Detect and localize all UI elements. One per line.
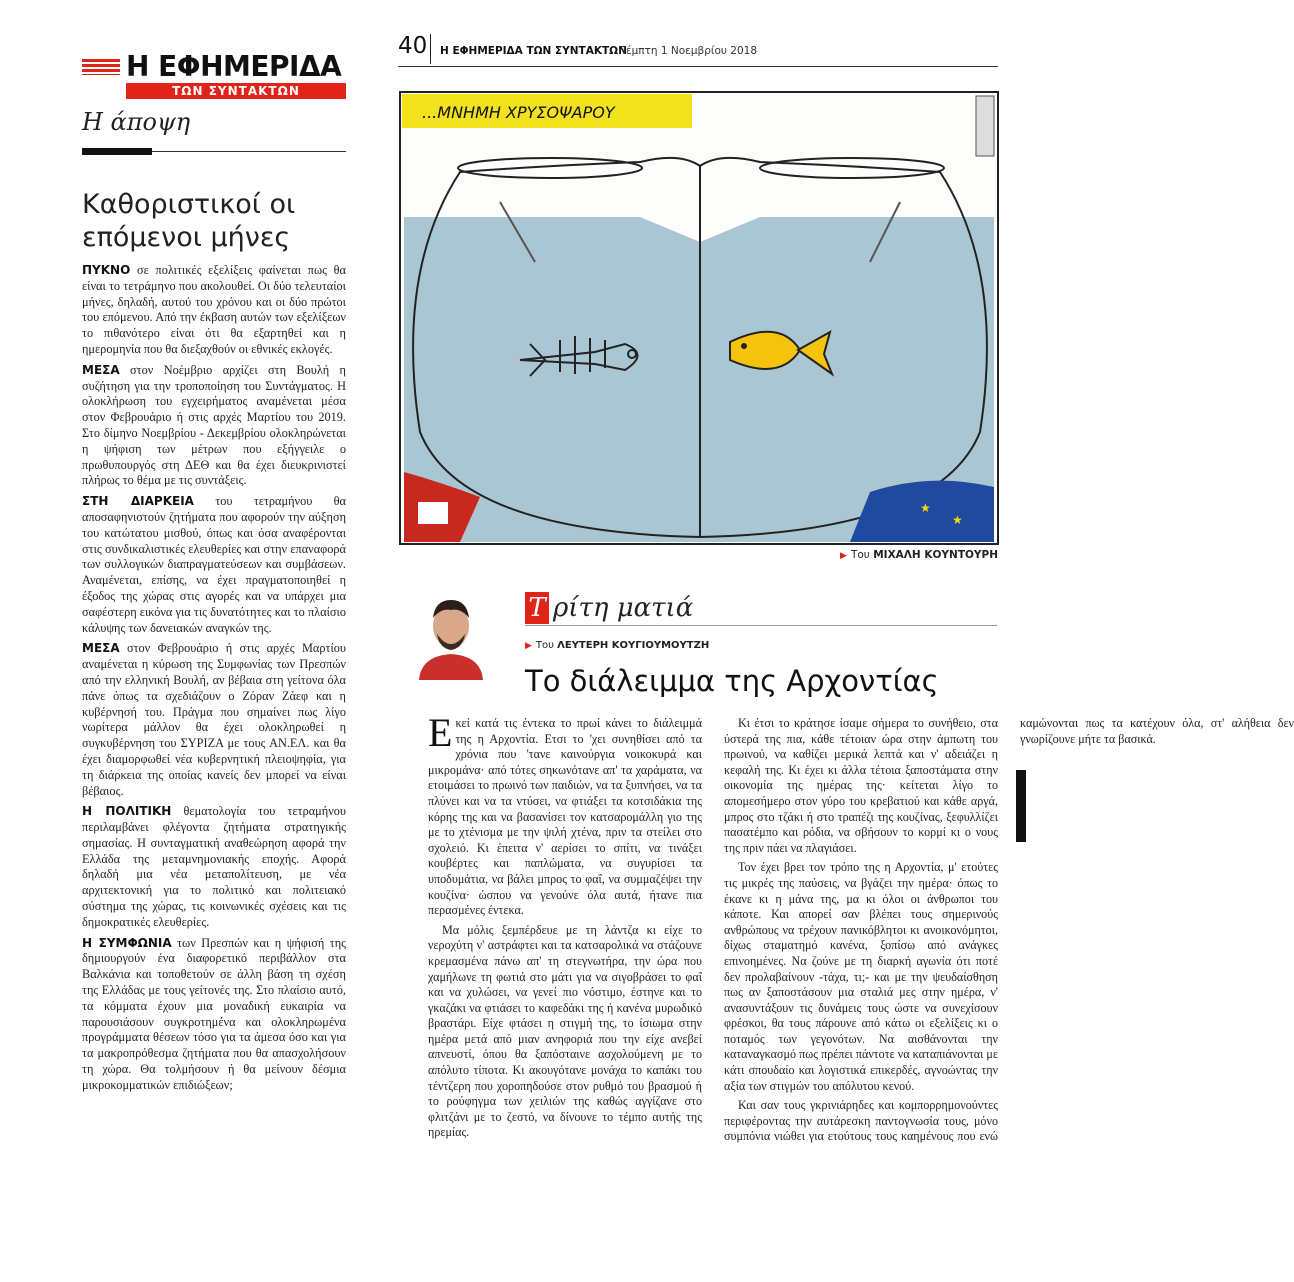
arrow-icon: ▶ (525, 641, 532, 651)
logo-subtitle: ΤΩΝ ΣΥΝΤΑΚΤΩΝ (126, 83, 346, 99)
column-badge-letter: Τ (525, 592, 549, 624)
paragraph-keyword: Η ΠΟΛΙΤΙΚΗ (82, 804, 172, 819)
page-number-divider (430, 34, 431, 64)
editorial-paragraph (82, 804, 346, 930)
article-title: Το διάλειμμα της Αρχοντίας (525, 664, 939, 698)
artist-signature (976, 96, 994, 156)
cartoon-illustration (400, 92, 998, 544)
page-number: 40 (398, 33, 428, 59)
eu-star: ★ (920, 501, 931, 515)
cartoon-caption: ...ΜΝΗΜΗ ΧΡΥΣΟΨΑΡΟΥ (422, 103, 615, 122)
editorial-paragraph (82, 263, 346, 358)
paragraph-text: των Πρεσπών και η ψήφισή της δημιουργούν ένα διαφορετικό περιβάλλον στα Βαλκάνια και τοποθετούν σε άλλη βάση τη σχέση της Ελλάδας με τους γείτονές της. Στο πλαίσιο αυτό, τα κόμματα έχουν μια μοναδική ευκαιρία να παρουσιάσουν συγκροτημένα και ολοκληρωμένα προγράμματα θέσεων τόσο για τα άμεσα όσο και για τα μακροπρόθεσμα ζητήματα που θα απασχολήσουν τη χώρα. Θα τολμήσουν ή θα μείνουν δέσμια μικροκομματικών επιδιώξεων; (82, 935, 346, 1092)
editorial-paragraph (82, 494, 346, 636)
cartoon-credit (840, 549, 998, 561)
newspaper-logo (82, 52, 346, 99)
column-badge (525, 592, 693, 624)
logo-stripes-icon (82, 59, 120, 75)
byline-name: ΛΕΥΤΕΡΗ ΚΟΥΓΙΟΥΜΟΥΤΖΗ (557, 640, 710, 651)
column-rule (525, 625, 997, 626)
drop-cap: Ε (428, 710, 453, 755)
paragraph-text: θεματολογία του τετραμήνου περιλαμβάνει φλέγοντα ζητήματα στρατηγικής σημασίας. Η συνταγματική αναθεώρηση αφορά την Ελλάδα της μεταμνημονιακής εποχής. Αφορά δηλαδή μια νέα μεταπολίτευση, με νέα αρχιτεκτονική για το πολιτικό και πολιτειακό σύστημα της χώρας, τις κοινωνικές σχέσεις και τις δημοκρατικές ελευθερίες. (82, 804, 346, 929)
section-rule-thin (152, 151, 346, 152)
paragraph-keyword: ΜΕΣΑ (82, 641, 120, 656)
paper-name: Η ΕΦΗΜΕΡΙΔΑ ΤΩΝ ΣΥΝΤΑΚΤΩΝ (440, 45, 627, 57)
column-badge-text: ρίτη ματιά (553, 593, 694, 623)
credit-name: ΜΙΧΑΛΗ ΚΟΥΝΤΟΥΡΗ (873, 549, 998, 561)
issue-date: Πέμπτη 1 Νοεμβρίου 2018 (618, 45, 758, 57)
editorial-paragraph (82, 363, 346, 489)
article-body (428, 710, 1294, 1146)
eu-star: ★ (952, 513, 963, 527)
column-byline (525, 640, 709, 651)
paragraph-keyword: Η ΣΥΜΦΩΝΙΑ (82, 935, 172, 950)
editorial-body (82, 263, 346, 1099)
flag-emblem (418, 502, 448, 524)
paragraph-text: του τετραμήνου θα αποσαφηνιστούν ζητήματα που αφορούν την αύξηση του κατώτατου μισθού, όπως και όσα αναφέρονται στις συνδικαλιστικές ελευθερίες και στην επαναφορά των συλλογικών διαπραγματεύσεων και συμβάσεων. Αναμένεται, επίσης, να έχει πραγματοποιηθεί η έξοδος της χώρας στις αγορές και να υπάρχει μια σαφέστερη εικόνα για τις δυνατότητες και το πλαίσιο κάλυψης των δανειακών αναγκών της. (82, 494, 346, 635)
section-label: Η άποψη (82, 108, 191, 136)
article-paragraph: Τον έχει βρει τον τρόπο της η Αρχοντία, μ' ετούτες τις μικρές της παύσεις, να βγάζει την ημέρα· όπως το έκανε κι η μάνα της, μα κι όλοι οι άνθρωποι του κάποτε. Και απορεί σαν βλέπει τους σημερινούς ανθρώπους να τρέχουν πανικόβλητοι κι ανοικονόμητοι, δίχως σταματημό κανένα, ξοπίσω από ανάγκες επινοημένες. Να ζούνε με τη διαρκή αγωνία ότι ποτέ δεν προλαβαίνουν -τάχα, τι;- και με την ψευδαίσθηση πως αν ξαποστάσουν μια σταλιά μες στην ημέρα, ν' ανασυντάξουν τις δυνάμεις τους ώστε να συνεχίσουν φρέσκοι, θα τους πάρουνε από κάτω οι εξελίξεις κι ο ποταμός των γεγονότων. Να αισθάνονται την καταναγκασμό πως πρέπει πάντοτε να καταπιάνονται με κάτι σπουδαίο και λογιστικά επικερδές, αγνοώντας την αξία των στιγμών του απόλυτου κενού. (724, 860, 998, 1093)
author-photo (405, 588, 497, 680)
paragraph-keyword: ΣΤΗ ΔΙΑΡΚΕΙΑ (82, 494, 194, 509)
byline-prefix: Του (535, 640, 554, 651)
paragraph-keyword: ΜΕΣΑ (82, 362, 120, 377)
section-rule (82, 148, 152, 155)
arrow-icon: ▶ (840, 551, 847, 561)
editorial-paragraph (82, 641, 346, 799)
credit-prefix: Του (850, 549, 870, 561)
paragraph-keyword: ΠΥΚΝΟ (82, 263, 131, 277)
margin-marker (1016, 770, 1026, 842)
paragraph-text: στον Νοέμβριο αρχίζει στη Βουλή η συζήτηση για την τροποποίηση του Συντάγματος. Η ολοκλήρωση του εγχειρήματος αναμένεται μέσα στον Φεβρουάριο ή στις αρχές Μαρτίου του 2019. Στο δίμηνο Νοεμβρίου - Δεκεμβρίου ολοκληρώνεται η ψήφιση των μέτρων που εξήγγειλε ο πρωθυπουργός στη ΔΕΘ και θα έχει διευκρινιστεί πλήρως το θέμα με τις συντάξεις. (82, 362, 346, 488)
article-paragraph: Μα μόλις ξεμπέρδευε με τη λάντζα κι είχε το νεροχύτη ν' αστράφτει και τα κατσαρολικά να στάζουνε κρεμασμένα πάνω απ' τη στεγνωτήρα, την ώρα που χαμήλωνε τη φωτιά στο μάτι για να σιγοβράσει το φαΐ και να χυλώσει, να γενεί πιο νόστιμο, έστηνε και το γκαζάκι να φτιάσει το καφεδάκι της ή κανένα μυρωδικό βραστάρι. Είχε φτάσει η στιγμή της, το ίσιωμα στην ημέρα μετά από μιαν ανηφοριά που την είχε ανεβεί απνευστί, όπου θα ξαπόσταινε ασχολούμενη με το απόλυτο τίποτα. Κι ακουγότανε μονάχα το καπάκι του τέντζερη που χοροπηδούσε στον ρυθμό του βρασμού ή το ρούφηγμα των χειλιών της καθώς αγγίζανε στο φλιτζάνι με το ζεστό, να δίνουνε το τέμπο αυτής της ηρεμίας. (428, 922, 702, 1140)
article-paragraph (428, 710, 702, 919)
logo-name: Η ΕΦΗΜΕΡΙΔΑ (126, 50, 342, 83)
editorial-paragraph (82, 936, 346, 1094)
article-paragraph: Και σαν τους γκρινιάρηδες και κομπορρημονούντες περιφέροντας την αυτάρεσκη παντογνωσία τους, μόνο συμπόνια νιώθει για ετούτους τους καημένους που ενώ καμώνονται πως τα κατέχουν όλα, στ' αλήθεια δεν γνωρίζουνε μήτε τα βασικά. (724, 716, 1294, 1144)
header-rule (398, 66, 998, 67)
paragraph-text: κεί κατά τις έντεκα το πρωί κάνει το διάλειμμά της η Αρχοντία. Ετσι το 'χει συνηθίσει από τα χρόνια που 'τανε καινούργια νοικοκυρά και μικρομάνα· από τότες σηκωνότανε απ' τα χαράματα, να ετοιμάσει το πρωινό των παιδιών, να τα ξυπνήσει, να τα πλύνει και να τα ντύσει, να φτιάξει τα κοτσιδάκια της κόρης της και να βασανίσει τον κατσαρομάλλη γιο της με το χτένισμα με την ψιλή χτένα, πριν τα στείλει στο σχολειό. Κι έπειτα ν' αερίσει το σπίτι, να τινάξει κουβέρτες και παπλώματα, να συγυρίσει τα υποδυμάτια, να βάλει μπρος το φαΐ, να συμμαζέψει την κουζίνα· ώσπου να γενούνε όλα αυτά, ήτανε πια περασμένες έντεκα. (428, 716, 702, 918)
paragraph-text: στον Φεβρουάριο ή στις αρχές Μαρτίου αναμένεται η κύρωση της Συμφωνίας των Πρεσπών από την ελληνική Βουλή, αν βέβαια στη γείτονα όλα πάνε όπως τα σχεδιάζουν ο Ζόραν Ζάεφ και η κυβέρνησή του. Πράγμα που σημαίνει πως λίγο νωρίτερα μάλλον θα έχει ολοκληρωθεί η συγκυβέρνηση του ΣΥΡΙΖΑ με τους ΑΝ.ΕΛ. και θα έχει διαμορφωθεί νέα κυβερνητική πλειοψηφία, για τη διάρκεια της οποίας κανείς δεν μπορεί να είναι βέβαιος. (82, 641, 346, 798)
paragraph-text: σε πολιτικές εξελίξεις φαίνεται πως θα είναι το τετράμηνο που ακολουθεί. Οι δύο τελευταίοι μήνες, δηλαδή, αυτού του χρόνου και οι δύο πρώτοι του επόμενου. Από την έκβαση αυτών των εξελίξεων το πιθανότερο είναι ότι θα εξαρτηθεί και η ημερομηνία που θα διεξαχθούν οι εθνικές εκλογές. (82, 263, 346, 356)
editorial-title: Καθοριστικοί οι επόμενοι μήνες (82, 189, 296, 253)
article-paragraph: Κι έτσι το κράτησε ίσαμε σήμερα το συνήθειο, στα ύστερά της πια, κάθε τέτοιαν ώρα στην άμπωτη του πρωινού, να καθίζει μερικά λεπτά και ν' αδειάζει η κεφαλή της. Κι έχει κι άλλα τέτοια ξαποστάματα στην οικονομία της ημέρας της· κείτεται λίγο το απομεσήμερο στον γύρο του κρεβατιού και κάθε αργά, μπρος στο τζάκι ή στο τραπέζι της κουζίνας, ξεφυλλίζει πασατέμπο και ρόδια, να σβήσουν το κορμί κι ο νους της πριν πάει να πλαγιάσει. (724, 716, 998, 855)
